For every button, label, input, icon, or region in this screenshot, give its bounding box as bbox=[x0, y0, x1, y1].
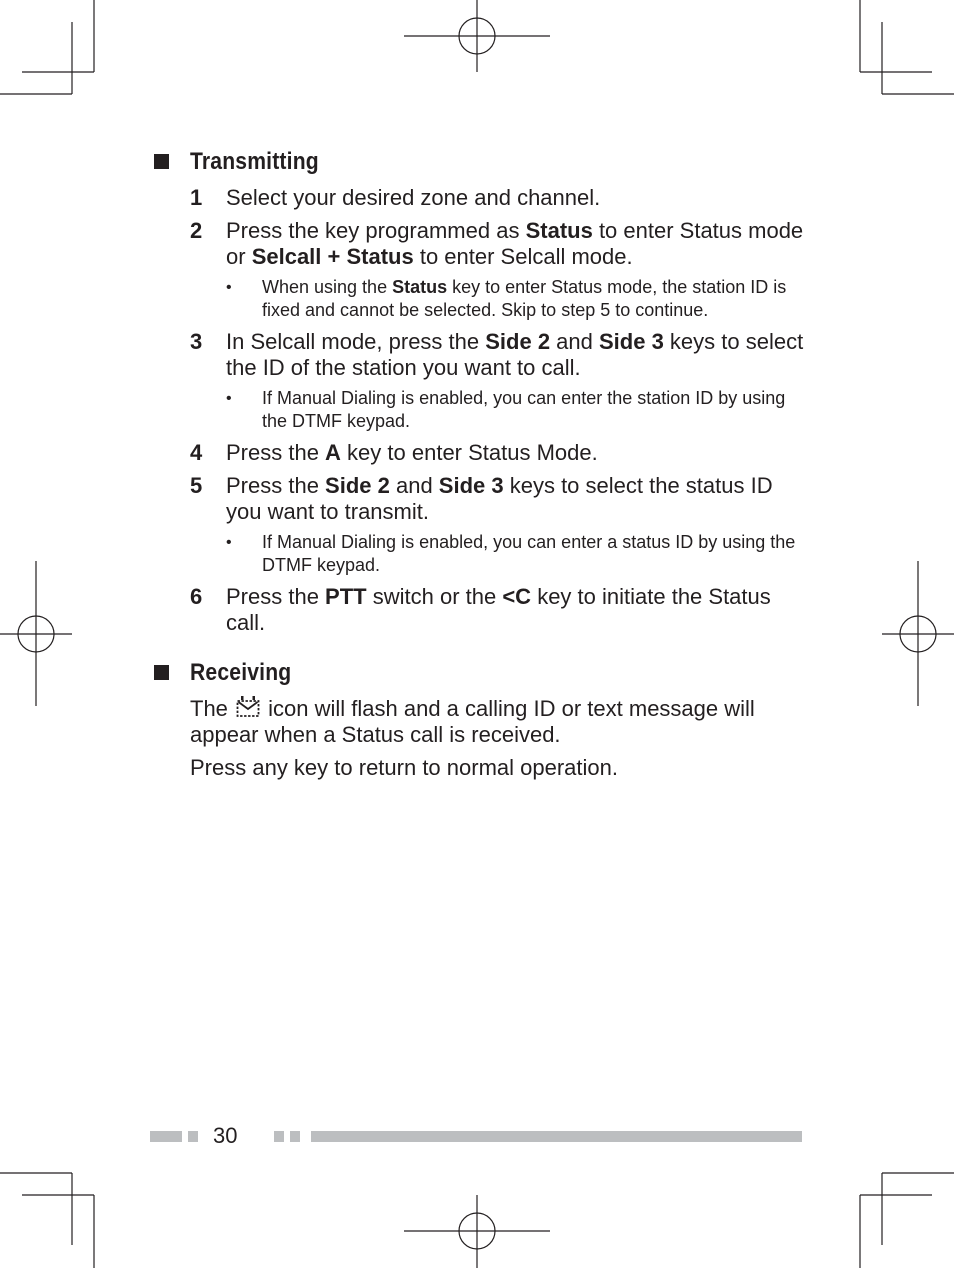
step-6 bbox=[150, 584, 810, 636]
note-manual-dialing-status bbox=[150, 531, 810, 577]
step-number: 1 bbox=[190, 185, 203, 210]
bullet: • bbox=[226, 279, 232, 296]
step-4 bbox=[150, 440, 810, 466]
bullet: • bbox=[226, 534, 232, 551]
page-footer bbox=[150, 1122, 802, 1150]
step-number: 6 bbox=[190, 584, 203, 609]
section-heading-transmitting bbox=[150, 145, 810, 181]
note-status-key bbox=[150, 276, 810, 322]
footer-bar-left-small bbox=[188, 1131, 198, 1142]
step-text: Press the A key to enter Status Mode. bbox=[226, 440, 598, 465]
step-text: Press the PTT switch or the <C key to initiate the Status call. bbox=[226, 584, 771, 635]
note-text: If Manual Dialing is enabled, you can enter a status ID by using the DTMF keypad. bbox=[262, 532, 796, 575]
status-message-icon bbox=[236, 696, 260, 718]
section-square-icon bbox=[154, 665, 169, 680]
step-number: 3 bbox=[190, 329, 203, 354]
receiving-paragraph: The icon will flash and a calling ID or text message will appear when a Status call is received. bbox=[190, 696, 755, 747]
step-text: Select your desired zone and channel. bbox=[226, 185, 601, 210]
step-number: 2 bbox=[190, 218, 203, 243]
footer-bar-dot-1 bbox=[274, 1131, 284, 1142]
note-text: If Manual Dialing is enabled, you can enter the station ID by using the DTMF keypad. bbox=[262, 388, 786, 431]
receiving-paragraph-2: Press any key to return to normal operation. bbox=[190, 755, 618, 780]
step-text: Press the Side 2 and Side 3 keys to select the status ID you want to transmit. bbox=[226, 473, 773, 524]
footer-bar-right bbox=[311, 1131, 802, 1142]
step-2 bbox=[150, 218, 810, 270]
page-content bbox=[150, 145, 810, 781]
step-number: 4 bbox=[190, 440, 203, 465]
step-text: In Selcall mode, press the Side 2 and Side 3 keys to select the ID of the station you want to call. bbox=[226, 329, 804, 380]
step-5 bbox=[150, 473, 810, 525]
page-number: 30 bbox=[213, 1123, 238, 1148]
bullet: • bbox=[226, 390, 232, 407]
section-heading-receiving bbox=[150, 656, 810, 692]
section-title: Receiving bbox=[190, 659, 292, 686]
note-manual-dialing-station bbox=[150, 387, 810, 433]
note-text: When using the Status key to enter Status mode, the station ID is fixed and cannot be selected. Skip to step 5 to continue. bbox=[262, 277, 787, 320]
step-number: 5 bbox=[190, 473, 203, 498]
footer-bar-left bbox=[150, 1131, 182, 1142]
section-title: Transmitting bbox=[190, 148, 319, 175]
step-text: Press the key programmed as Status to enter Status mode or Selcall + Status to enter Selcall mode. bbox=[226, 218, 804, 269]
footer-bar-dot-2 bbox=[290, 1131, 300, 1142]
step-3 bbox=[150, 329, 810, 381]
step-1 bbox=[150, 185, 810, 211]
section-square-icon bbox=[154, 154, 169, 169]
